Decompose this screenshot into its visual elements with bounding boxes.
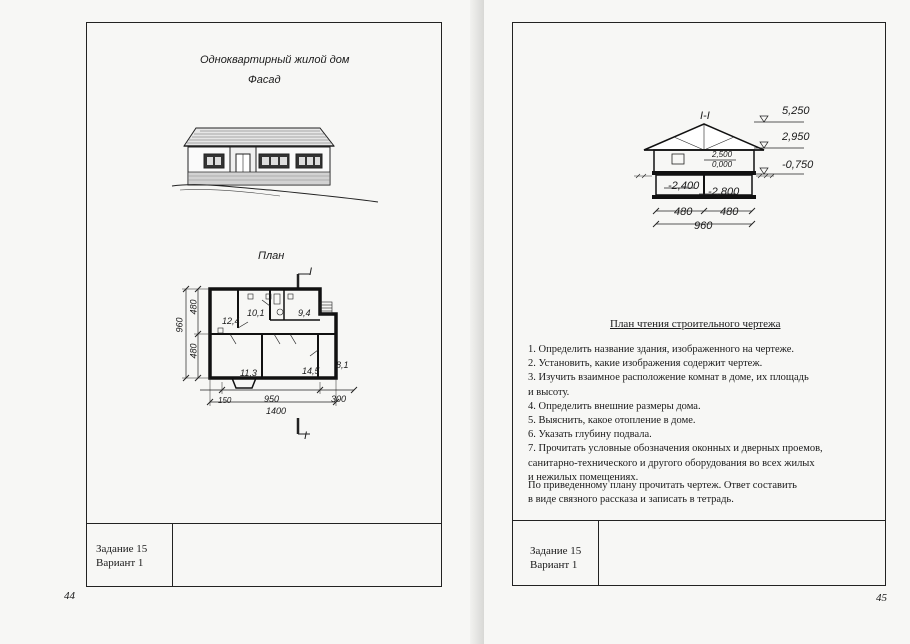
level-0000: 0,000: [712, 160, 733, 169]
right-title-block-separator: [598, 520, 599, 586]
level-minus-2800: -2,800: [708, 186, 740, 198]
level-5250: 5,250: [782, 105, 810, 117]
section-dim-480b: 480: [720, 206, 739, 218]
step-4: 4. Определить внешние размеры дома.: [528, 400, 701, 412]
instruction-line-1: По приведенному плану прочитать чертеж. Ответ составить: [528, 480, 797, 491]
house-title: Одноквартирный жилой дом: [200, 54, 350, 66]
left-task-number: Задание 15: [96, 543, 148, 555]
right-task-number: Задание 15: [530, 545, 582, 557]
right-task-block: [530, 544, 581, 572]
dim-480-bottom: 480: [188, 343, 199, 359]
left-page-number: 44: [64, 590, 75, 602]
section-dim-480a: 480: [674, 206, 693, 218]
room-area-3: 9,4: [298, 308, 311, 318]
facade-label: Фасад: [248, 74, 281, 86]
dim-300: 300: [331, 394, 347, 404]
dim-960: 960: [174, 317, 185, 333]
instruction-block: [528, 479, 797, 507]
instruction-line-2: в виде связного рассказа и записать в тетрадь.: [528, 494, 734, 505]
step-7-cont1: санитарно-технического и другого оборудования во всех жилых: [528, 457, 815, 469]
section-mark-bottom: I: [304, 430, 308, 442]
dim-150: 150: [218, 396, 232, 405]
section-mark-top: I: [309, 266, 313, 278]
plan-label: План: [258, 250, 285, 262]
step-2: 2. Установить, какие изображения содержит чертеж.: [528, 358, 763, 370]
step-5: 5. Выяснить, какое отопление в доме.: [528, 415, 696, 427]
room-area-2: 10,1: [247, 308, 265, 318]
step-7: 7. Прочитать условные обозначения оконных и дверных проемов,: [528, 443, 823, 455]
room-area-5: 14,5: [302, 366, 320, 376]
dim-480-top: 480: [188, 299, 199, 315]
level-minus-2400: -2,400: [668, 180, 700, 192]
section-label: I-I: [700, 110, 710, 122]
level-minus-0750: -0,750: [782, 159, 814, 171]
level-2500: 2,500: [712, 150, 733, 159]
section-dim-960: 960: [694, 220, 713, 232]
room-area-1: 12,4: [222, 316, 240, 326]
right-variant: Вариант 1: [530, 559, 578, 571]
step-1: 1. Определить название здания, изображенного на чертеже.: [528, 344, 795, 355]
reading-steps-list: [528, 343, 823, 485]
step-3-cont: и высоту.: [528, 386, 570, 398]
section-drawing: [644, 110, 864, 240]
right-title-block-divider: [512, 520, 886, 521]
left-variant: Вариант 1: [96, 557, 144, 569]
left-task-block: [96, 542, 147, 570]
room-area-6: 8,1: [336, 360, 349, 370]
step-3: 3. Изучить взаимное расположение комнат в доме, их площадь: [528, 372, 809, 384]
step-6: 6. Указать глубину подвала.: [528, 429, 652, 441]
facade-drawing: [170, 120, 380, 220]
dim-1400: 1400: [266, 406, 287, 416]
right-page-number: 45: [876, 592, 887, 604]
left-title-block-divider: [86, 523, 442, 524]
plan-reading-title: План чтения строительного чертежа: [610, 318, 781, 330]
room-area-4: 11,3: [240, 368, 257, 378]
dim-950: 950: [264, 394, 280, 404]
left-title-block-separator: [172, 523, 173, 587]
level-2950: 2,950: [782, 131, 810, 143]
step-7-cont2: и нежилых помещениях.: [528, 471, 639, 483]
right-page: [484, 0, 910, 644]
